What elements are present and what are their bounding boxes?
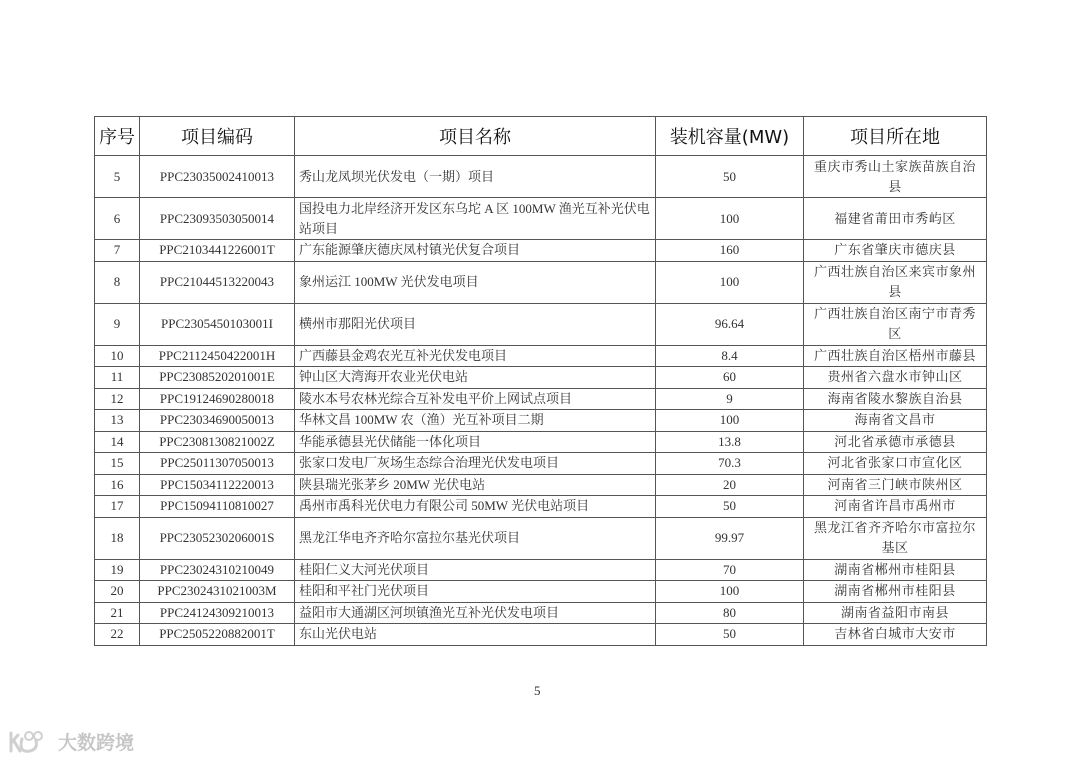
page-number: 5 [534,683,541,698]
cell-location: 海南省文昌市 [804,410,987,432]
header-capacity: 装机容量(MW) [656,117,804,156]
cell-code: PPC15094110810027 [140,496,295,518]
cell-seq: 5 [95,156,140,198]
cell-capacity: 9 [656,388,804,410]
k100-logo-icon [8,729,52,755]
cell-location: 湖南省郴州市桂阳县 [804,559,987,581]
watermark [8,728,134,755]
table-row [95,602,987,624]
cell-location: 河南省许昌市禹州市 [804,496,987,518]
cell-seq: 14 [95,431,140,453]
cell-capacity: 20 [656,474,804,496]
cell-name: 桂阳和平社门光伏项目 [295,581,656,603]
header-name: 项目名称 [295,117,656,156]
cell-seq: 9 [95,303,140,345]
cell-name: 华林文昌 100MW 农（渔）光互补项目二期 [295,410,656,432]
cell-name: 横州市那阳光伏项目 [295,303,656,345]
cell-capacity: 50 [656,624,804,646]
cell-code: PPC23024310210049 [140,559,295,581]
cell-capacity: 99.97 [656,517,804,559]
cell-code: PPC23035002410013 [140,156,295,198]
table-row [95,431,987,453]
cell-location: 黑龙江省齐齐哈尔市富拉尔基区 [804,517,987,559]
cell-name: 华能承德县光伏储能一体化项目 [295,431,656,453]
cell-name: 象州运江 100MW 光伏发电项目 [295,261,656,303]
table-row [95,303,987,345]
cell-seq: 22 [95,624,140,646]
cell-name: 国投电力北岸经济开发区东乌坨 A 区 100MW 渔光互补光伏电站项目 [295,198,656,240]
cell-capacity: 70.3 [656,453,804,475]
cell-name: 广西藤县金鸡农光互补光伏发电项目 [295,345,656,367]
cell-name: 钟山区大湾海开农业光伏电站 [295,367,656,389]
cell-capacity: 50 [656,156,804,198]
cell-location: 贵州省六盘水市钟山区 [804,367,987,389]
cell-name: 广东能源肇庆德庆凤村镇光伏复合项目 [295,240,656,262]
cell-code: PPC25011307050013 [140,453,295,475]
header-code: 项目编码 [140,117,295,156]
cell-code: PPC23093503050014 [140,198,295,240]
table-row [95,453,987,475]
cell-seq: 13 [95,410,140,432]
cell-capacity: 70 [656,559,804,581]
cell-code: PPC2302431021003M [140,581,295,603]
cell-name: 黑龙江华电齐齐哈尔富拉尔基光伏项目 [295,517,656,559]
header-seq: 序号 [95,117,140,156]
cell-location: 重庆市秀山土家族苗族自治县 [804,156,987,198]
cell-capacity: 60 [656,367,804,389]
cell-name: 东山光伏电站 [295,624,656,646]
table-row [95,559,987,581]
cell-code: PPC15034112220013 [140,474,295,496]
watermark-text: 大数跨境 [58,732,135,754]
cell-location: 广西壮族自治区南宁市青秀区 [804,303,987,345]
table-header-row [95,117,987,156]
cell-location: 湖南省益阳市南县 [804,602,987,624]
cell-name: 桂阳仁义大河光伏项目 [295,559,656,581]
cell-seq: 21 [95,602,140,624]
cell-capacity: 100 [656,261,804,303]
cell-name: 陕县瑞光张茅乡 20MW 光伏电站 [295,474,656,496]
table-row [95,240,987,262]
cell-code: PPC2505220882001T [140,624,295,646]
cell-location: 河北省张家口市宣化区 [804,453,987,475]
cell-location: 湖南省郴州市桂阳县 [804,581,987,603]
cell-seq: 20 [95,581,140,603]
header-location: 项目所在地 [804,117,987,156]
cell-location: 广东省肇庆市德庆县 [804,240,987,262]
cell-location: 河南省三门峡市陕州区 [804,474,987,496]
project-table [94,116,987,646]
cell-code: PPC21044513220043 [140,261,295,303]
table-row [95,581,987,603]
table-row [95,624,987,646]
cell-capacity: 80 [656,602,804,624]
cell-code: PPC2308130821002Z [140,431,295,453]
cell-name: 陵水本号农林光综合互补发电平价上网试点项目 [295,388,656,410]
cell-seq: 6 [95,198,140,240]
cell-code: PPC2305230206001S [140,517,295,559]
cell-location: 海南省陵水黎族自治县 [804,388,987,410]
cell-seq: 7 [95,240,140,262]
table-row [95,367,987,389]
cell-capacity: 96.64 [656,303,804,345]
cell-location: 广西壮族自治区梧州市藤县 [804,345,987,367]
cell-code: PPC2308520201001E [140,367,295,389]
table-row [95,345,987,367]
table-row [95,496,987,518]
cell-capacity: 100 [656,581,804,603]
cell-capacity: 160 [656,240,804,262]
cell-capacity: 100 [656,198,804,240]
cell-name: 禹州市禹科光伏电力有限公司 50MW 光伏电站项目 [295,496,656,518]
cell-seq: 18 [95,517,140,559]
cell-capacity: 100 [656,410,804,432]
cell-seq: 10 [95,345,140,367]
table-row [95,517,987,559]
table-row [95,410,987,432]
cell-seq: 8 [95,261,140,303]
cell-capacity: 8.4 [656,345,804,367]
cell-capacity: 50 [656,496,804,518]
table-row [95,198,987,240]
table-row [95,388,987,410]
cell-code: PPC24124309210013 [140,602,295,624]
table-row [95,474,987,496]
cell-location: 广西壮族自治区来宾市象州县 [804,261,987,303]
cell-seq: 19 [95,559,140,581]
cell-seq: 15 [95,453,140,475]
cell-code: PPC2305450103001I [140,303,295,345]
table-row [95,156,987,198]
cell-code: PPC2112450422001H [140,345,295,367]
cell-name: 秀山龙凤坝光伏发电（一期）项目 [295,156,656,198]
cell-seq: 11 [95,367,140,389]
cell-location: 福建省莆田市秀屿区 [804,198,987,240]
cell-capacity: 13.8 [656,431,804,453]
table-row [95,261,987,303]
cell-seq: 17 [95,496,140,518]
cell-name: 张家口发电厂灰场生态综合治理光伏发电项目 [295,453,656,475]
cell-location: 吉林省白城市大安市 [804,624,987,646]
cell-name: 益阳市大通湖区河坝镇渔光互补光伏发电项目 [295,602,656,624]
cell-location: 河北省承德市承德县 [804,431,987,453]
cell-code: PPC19124690280018 [140,388,295,410]
cell-code: PPC23034690050013 [140,410,295,432]
cell-seq: 12 [95,388,140,410]
cell-seq: 16 [95,474,140,496]
cell-code: PPC2103441226001T [140,240,295,262]
